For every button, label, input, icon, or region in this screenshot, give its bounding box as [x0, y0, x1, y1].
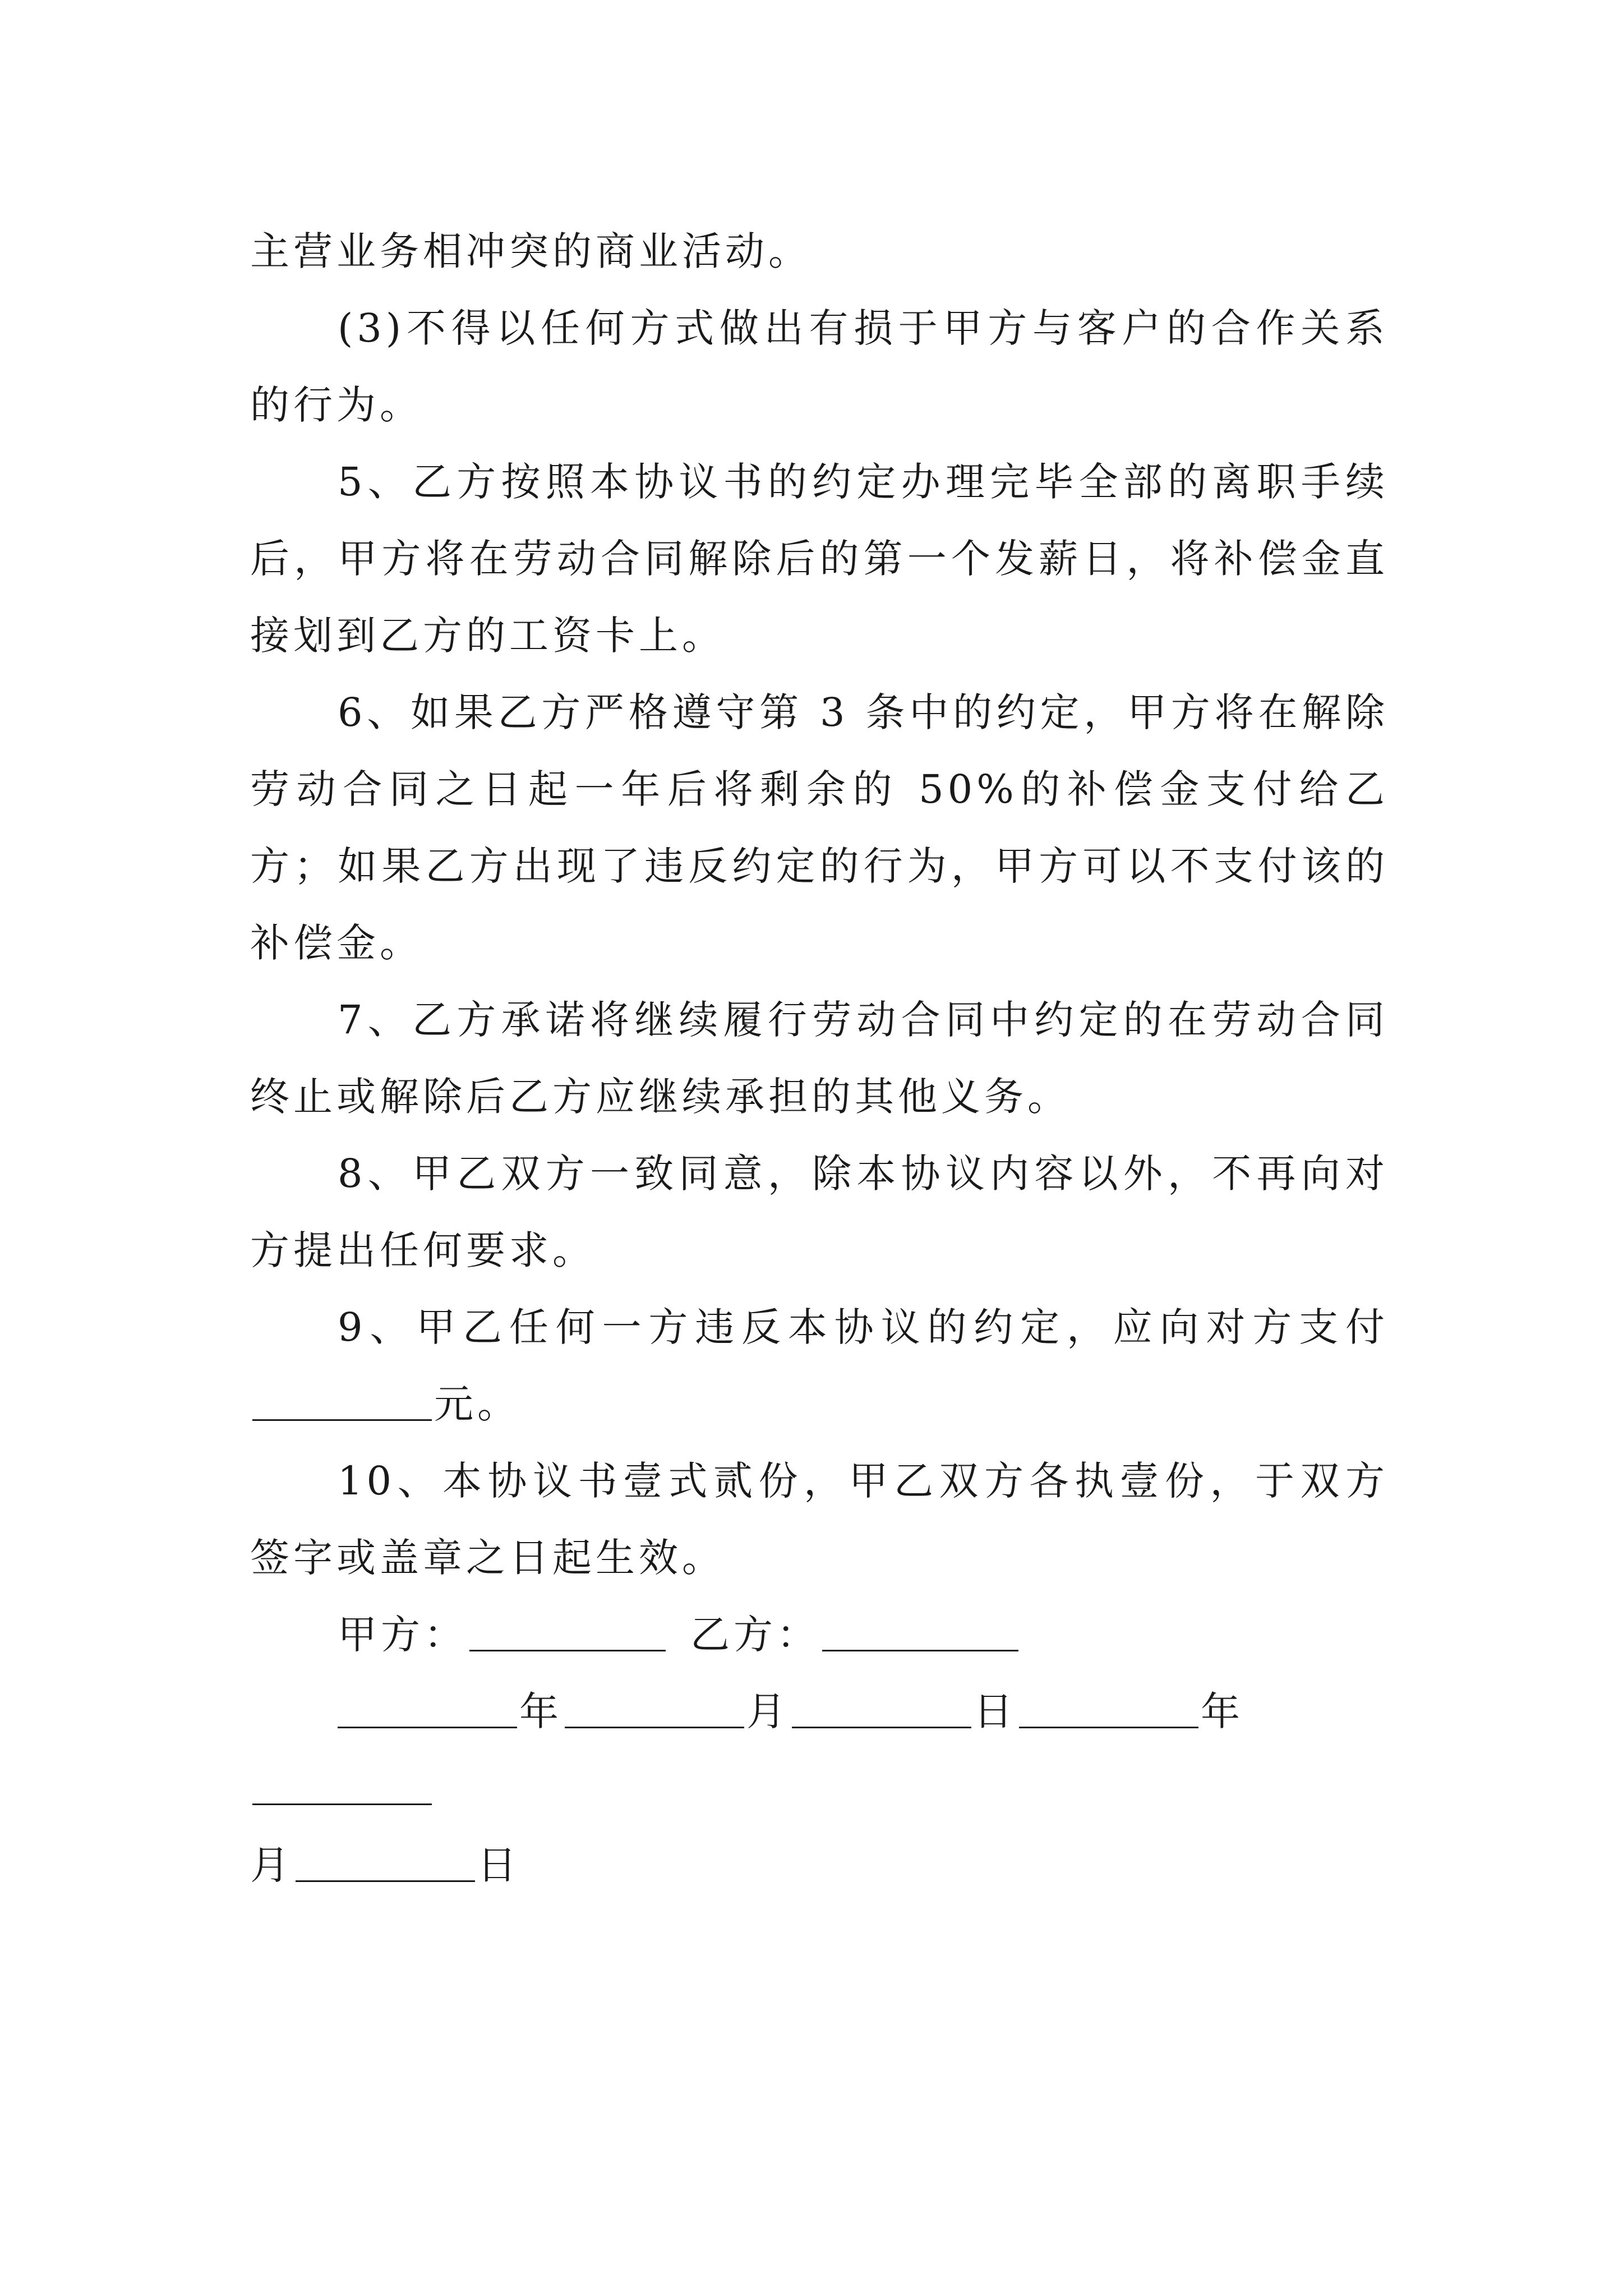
paragraph-clause-9 [250, 1289, 1389, 1443]
clause-9-unit: 元。 [434, 1381, 520, 1427]
party-a-label: 甲方： [338, 1612, 467, 1658]
party-a-month-blank[interactable] [565, 1687, 744, 1728]
party-b-signature-blank[interactable] [822, 1611, 1018, 1651]
date-line [250, 1673, 1389, 1827]
party-a-signature-blank[interactable] [469, 1611, 666, 1651]
year-label: 年 [519, 1688, 562, 1734]
party-b-label: 乙方： [690, 1612, 820, 1658]
paragraph-clause-6: 6、如果乙方严格遵守第 3 条中的约定，甲方将在解除劳动合同之日起一年后将剩余的 50%的补偿金支付给乙方；如果乙方出现了违反约定的行为，甲方可以不支付该的补偿金。 [250, 689, 1389, 966]
clause-9-text: 9、甲乙任何一方违反本协议的约定，应向对方支付 [338, 1304, 1389, 1350]
paragraph-clause-4-3: (3)不得以任何方式做出有损于甲方与客户的合作关系的行为。 [250, 305, 1389, 428]
paragraph-clause-8: 8、甲乙双方一致同意，除本协议内容以外，不再向对方提出任何要求。 [250, 1151, 1389, 1273]
day-label-b: 日 [477, 1842, 520, 1888]
document-body [250, 213, 1389, 1904]
party-b-year-blank[interactable] [1019, 1687, 1198, 1728]
day-label: 日 [974, 1688, 1017, 1734]
date-line-continued [250, 1827, 1389, 1904]
paragraph-clause-5: 5、乙方按照本协议书的约定办理完毕全部的离职手续后，甲方将在劳动合同解除后的第一个发薪日，将补偿金直接划到乙方的工资卡上。 [250, 459, 1389, 659]
party-a-day-blank[interactable] [792, 1687, 971, 1728]
signature-line [250, 1596, 1389, 1673]
year-label-b: 年 [1201, 1688, 1244, 1734]
party-a-year-blank[interactable] [338, 1687, 517, 1728]
paragraph-clause-10: 10、本协议书壹式贰份，甲乙双方各执壹份，于双方签字或盖章之日起生效。 [250, 1458, 1389, 1581]
party-b-day-blank[interactable] [296, 1841, 475, 1882]
penalty-amount-blank[interactable] [252, 1380, 432, 1421]
month-label: 月 [746, 1688, 790, 1734]
month-label-b: 月 [250, 1842, 293, 1888]
party-b-month-blank-start[interactable] [252, 1764, 432, 1805]
paragraph-clause-7: 7、乙方承诺将继续履行劳动合同中约定的在劳动合同终止或解除后乙方应继续承担的其他义务。 [250, 997, 1389, 1120]
paragraph-continuation: 主营业务相冲突的商业活动。 [250, 228, 811, 274]
